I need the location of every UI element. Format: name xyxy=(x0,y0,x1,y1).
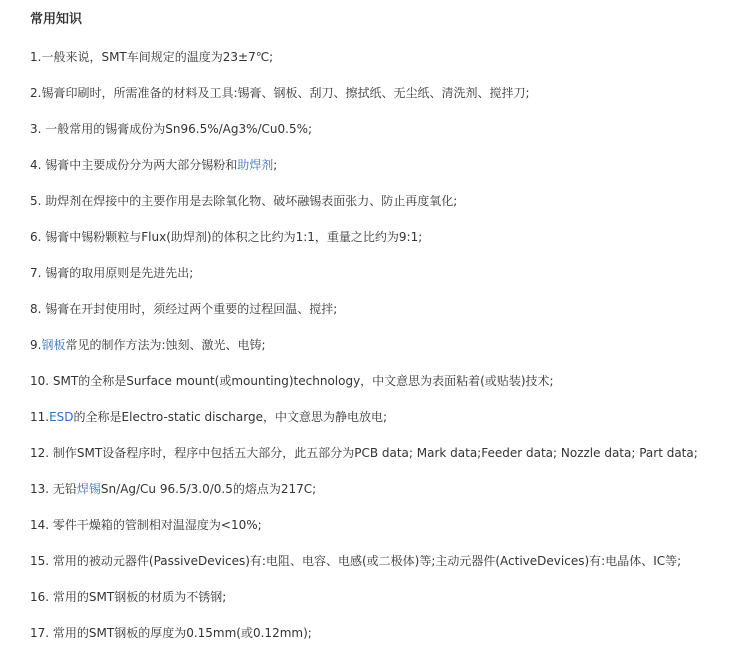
list-item xyxy=(30,552,681,570)
item-text: 12. 制作SMT设备程序时，程序中包括五大部分，此五部分为PCB data; Mark data;Feeder data; Nozzle data; Part data; xyxy=(30,446,698,460)
item-text: 11. xyxy=(30,410,50,424)
list-item xyxy=(30,372,554,390)
document-body xyxy=(30,0,750,649)
inline-link[interactable]: 焊锡 xyxy=(76,482,101,496)
list-item xyxy=(30,192,457,210)
item-text: 的全称是Electro-static discharge，中文意思为静电放电; xyxy=(73,410,388,424)
item-text: 7. 锡膏的取用原则是先进先出; xyxy=(30,266,194,280)
list-item xyxy=(30,624,312,642)
item-text: 16. 常用的SMT钢板的材质为不锈钢; xyxy=(30,590,227,604)
list-item xyxy=(30,84,530,102)
item-text: 8. 锡膏在开封使用时，须经过两个重要的过程回温、搅拌; xyxy=(30,302,338,316)
section-title: 常用知识 xyxy=(30,12,83,27)
list-item xyxy=(30,336,266,354)
list-item xyxy=(30,516,262,534)
item-text: 14. 零件干燥箱的管制相对温湿度为<10%; xyxy=(30,518,262,532)
item-text: 17. 常用的SMT钢板的厚度为0.15mm(或0.12mm); xyxy=(30,626,312,640)
list-item xyxy=(30,300,337,318)
item-text: 9. xyxy=(30,338,42,352)
item-text: 6. 锡膏中锡粉颗粒与Flux(助焊剂)的体积之比约为1:1，重量之比约为9:1; xyxy=(30,230,423,244)
list-item xyxy=(30,156,277,174)
inline-link[interactable]: 助焊剂 xyxy=(237,158,274,172)
list-item xyxy=(30,228,422,246)
list-item xyxy=(30,408,387,426)
item-text: 15. 常用的被动元器件(PassiveDevices)有:电阻、电容、电感(或二极体)等;主动元器件(ActiveDevices)有:电晶体、IC等; xyxy=(30,554,682,568)
item-text: 2.锡膏印刷时，所需准备的材料及工具:锡膏、钢板、刮刀、擦拭纸、无尘纸、清洗剂、搅拌刀; xyxy=(30,86,530,100)
item-text: ; xyxy=(273,158,278,172)
list-item xyxy=(30,120,312,138)
item-text: 1.一般来说，SMT车间规定的温度为23±7℃; xyxy=(30,50,274,64)
list-item xyxy=(30,588,226,606)
item-text: 4. 锡膏中主要成份分为两大部分锡粉和 xyxy=(30,158,238,172)
item-text: 3. 一般常用的锡膏成份为Sn96.5%/Ag3%/Cu0.5%; xyxy=(30,122,313,136)
inline-link[interactable]: ESD xyxy=(49,410,74,424)
list-item xyxy=(30,264,193,282)
item-text: 5. 助焊剂在焊接中的主要作用是去除氧化物、破坏融锡表面张力、防止再度氧化; xyxy=(30,194,458,208)
item-text: Sn/Ag/Cu 96.5/3.0/0.5的熔点为217C; xyxy=(100,482,317,496)
inline-link[interactable]: 钢板 xyxy=(41,338,66,352)
item-text: 13. 无铅 xyxy=(30,482,77,496)
list-item xyxy=(30,444,698,462)
item-text: 常见的制作方法为:蚀刻、激光、电铸; xyxy=(65,338,266,352)
list-item xyxy=(30,48,273,66)
list-item xyxy=(30,480,316,498)
item-text: 10. SMT的全称是Surface mount(或mounting)technology，中文意思为表面粘着(或贴装)技术; xyxy=(30,374,554,388)
